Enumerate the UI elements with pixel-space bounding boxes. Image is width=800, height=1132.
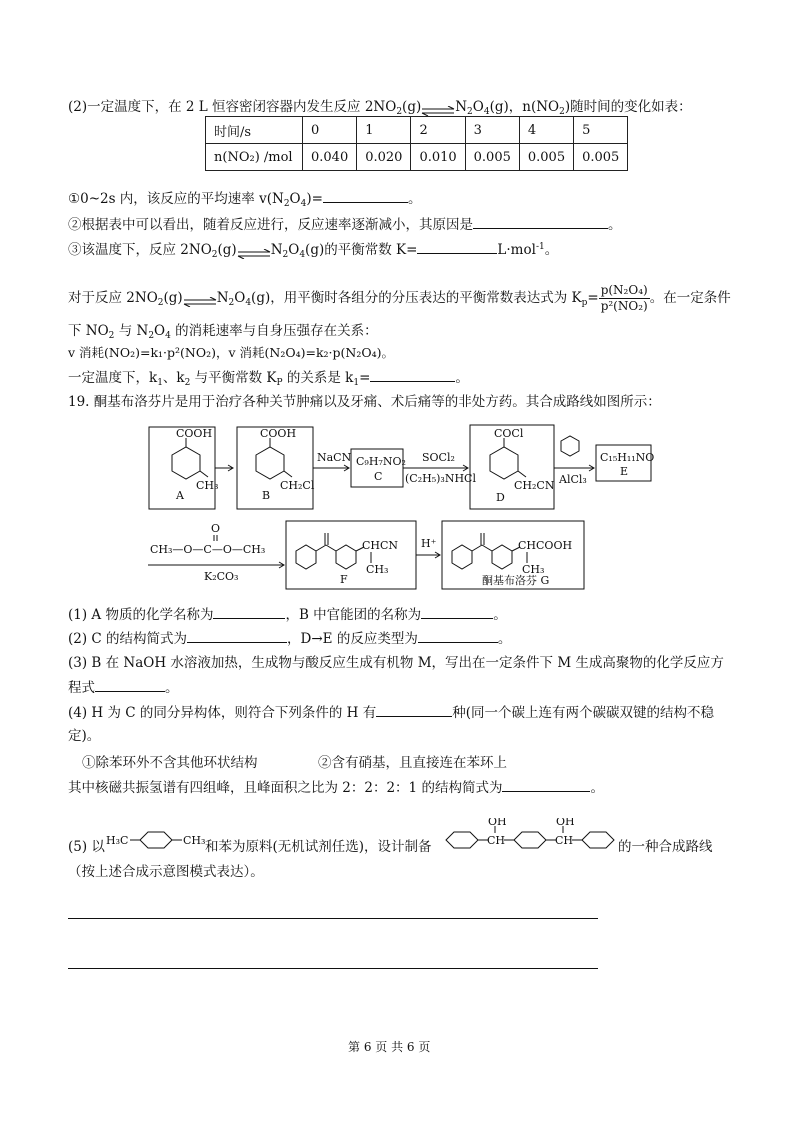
q19-part5-prefix: (5) 以 (68, 839, 105, 855)
text: (g)，n(NO (489, 99, 560, 115)
text: ，D→E 的反应类型为 (287, 631, 418, 647)
reagent-k2co3: K₂CO₃ (204, 570, 239, 583)
f-label: F (340, 573, 348, 586)
reagent-socl2: SOCl₂ (422, 451, 455, 464)
table-cell: 5 (574, 117, 628, 144)
cooh-label: COOH (260, 427, 297, 440)
q18-2-relation: 下 $NO_2$ 与 $N_2O_4$ 的消耗速率与自身压强存在关系： (68, 323, 378, 341)
table-header-cell: 时间/s (206, 117, 303, 144)
answer-blank[interactable] (187, 629, 287, 643)
text: (4) H 为 C 的同分异构体，则符合下列条件的 H 有 (68, 705, 377, 721)
a-label: A (176, 489, 184, 502)
text: 。 (608, 217, 622, 233)
q19-intro: 19. 酮基布洛芬片是用于治疗各种关节肿痛以及牙痛、术后痛等的非处方药。其合成路线如图所示： (68, 394, 661, 410)
q18-2-kp-expression: 对于反应 $2NO_2(g)$ $N_2O_4(g)$，用平衡时各组分的分压表达的平衡常数表达式为 $K_p=$ $\frac{\text{p(N₂O₄)}}{\text{p²(NO₂)}}$ 。在一定条件 (68, 283, 731, 313)
text: 。 (544, 242, 559, 258)
text: (g) (402, 99, 422, 115)
text: 的关系是 k (282, 370, 354, 386)
benzene-ring-icon (172, 447, 200, 479)
q18-2-k-relation: 一定温度下，$k_1$、$k_2$ 与平衡常数 $K_P$ 的关系是 $k_1=$ 。 (68, 370, 469, 388)
answer-blank[interactable] (473, 215, 608, 229)
table-row (206, 144, 628, 171)
c-formula: C₉H₇NO₂ (356, 455, 406, 468)
table-cell: 0 (303, 117, 357, 144)
text: ②根据表中可以看出，随着反应进行，反应速率逐渐减小，其原因是 (68, 217, 473, 233)
text: 。 (455, 370, 469, 386)
reagent-alcl3: AlCl₃ (559, 473, 587, 486)
table-cell: 0.010 (411, 144, 465, 171)
kp-denominator: p²(NO₂) (600, 299, 648, 313)
oh-label: OH (488, 818, 507, 828)
text: 程式 (68, 680, 95, 696)
table-cell: 0.005 (519, 144, 573, 171)
text: 的消耗速率与自身压强存在关系： (170, 323, 378, 339)
text: -1 (535, 242, 545, 252)
oh-label: OH (556, 818, 575, 828)
table-cell: 2 (411, 117, 465, 144)
benzene-ring-icon (256, 447, 284, 479)
q18-2-sub2 (68, 215, 622, 234)
equilibrium-arrow-icon (183, 294, 217, 304)
text: O (234, 290, 246, 306)
benzene-ring-icon (490, 447, 518, 479)
equilibrium-arrow-icon (237, 246, 271, 256)
text: L·mol (497, 242, 536, 258)
ch3-branch: CH₃ (366, 563, 389, 576)
text: O (154, 323, 166, 339)
ch-label: CH (555, 834, 574, 847)
e-label: E (620, 465, 629, 478)
text: (g)的平衡常数 K= (305, 242, 418, 258)
table-cell: 4 (519, 117, 573, 144)
answer-line[interactable] (68, 968, 598, 969)
q19-part4-cont: 定)。 (68, 728, 101, 744)
answer-blank[interactable] (421, 605, 493, 619)
q19-part2 (68, 629, 511, 648)
q19-part4-condition2: ②含有硝基，且直接连在苯环上 (318, 755, 507, 771)
g-side-chain: CHCOOH (518, 539, 573, 552)
text: (2)一定温度下，在 2 L 恒容密闭容器内发生反应 2NO (68, 99, 397, 115)
answer-line[interactable] (68, 918, 598, 919)
ch3-branch: CH₃ (522, 563, 545, 576)
dimethyl-carbonate: CH₃—O—C—O—CH₃ (150, 543, 266, 556)
q18-2-sub1: ①0~2s 内，该反应的平均速率 $v(N_2O_4)=$ 。 (68, 191, 422, 209)
reagent-nacn: NaCN (317, 451, 352, 464)
text: 下 NO (68, 323, 109, 339)
e-formula: C₁₅H₁₁NO (600, 451, 655, 464)
q19-part4-nmr (68, 778, 604, 797)
text: (2) C 的结构简式为 (68, 631, 188, 647)
q19-part4 (68, 703, 714, 722)
box-f (286, 521, 416, 589)
page-footer: 第 6 页 共 6 页 (348, 1040, 431, 1054)
benzene-ring-icon (452, 545, 472, 569)
answer-blank[interactable] (376, 703, 452, 717)
table-cell: 1 (357, 117, 411, 144)
no2-data-table (205, 116, 628, 171)
h3c-label: H₃C (106, 834, 129, 847)
q19-part5-note: （按上述合成示意图模式表达）。 (68, 864, 264, 880)
text: 。 (493, 607, 507, 623)
q19-part5-suffix: 的一种合成路线 (618, 839, 713, 855)
q19-part1 (68, 605, 507, 624)
text: )随时间的变化如表： (564, 99, 692, 115)
text: O (289, 191, 301, 207)
benzene-ring-icon (492, 545, 512, 569)
ch-label: CH (487, 834, 506, 847)
text: 其中核磁共振氢谱有四组峰，且峰面积之比为 2：2：2：1 的结构简式为 (68, 780, 503, 796)
benzene-ring-icon (582, 832, 614, 848)
table-cell: 0.020 (357, 144, 411, 171)
carbonate-o-label: O (211, 522, 221, 535)
q19-part5-middle: 和苯为原料(无机试剂任选)，设计制备 (205, 839, 432, 855)
text: 与 N (114, 323, 149, 339)
benzene-ring-icon (296, 545, 316, 569)
cocl-label: COCl (494, 427, 524, 440)
q18-2-intro: (2)一定温度下，在 2 L 恒容密闭容器内发生反应 $2NO_2(g)$ $N_2O_4(g)$，$n(NO_2)$随时间的变化如表： (68, 99, 692, 117)
ch2cn-label: CH₂CN (514, 479, 555, 492)
answer-blank[interactable] (417, 240, 497, 254)
table-cell: 0.005 (465, 144, 519, 171)
reagent-amine: (C₂H₅)₃NHCl (405, 472, 476, 485)
kp-fraction (599, 283, 650, 314)
text: 一定温度下，k (68, 370, 158, 386)
answer-blank[interactable] (213, 605, 285, 619)
q19-part3-cont (68, 678, 179, 697)
g-label: 酮基布洛芬 G (482, 574, 550, 587)
benzene-ring-icon (446, 832, 478, 848)
text: O (472, 99, 484, 115)
q18-2-rate-law: v 消耗(NO₂)=k₁·p²(NO₂)，v 消耗(N₂O₄)=k₂·p(N₂O₄)。 (68, 345, 394, 360)
text: ①0~2s 内，该反应的平均速率 v(N (68, 191, 284, 207)
answer-blank[interactable] (418, 629, 498, 643)
equilibrium-arrow-icon (421, 103, 455, 113)
b-label: B (262, 489, 271, 502)
q19-part4-condition1: ①除苯环外不含其他环状结构 (82, 755, 258, 771)
text: (g) (163, 290, 183, 306)
f-side-chain: CHCN (362, 539, 399, 552)
text: 对于反应 2NO (68, 290, 158, 306)
cooh-label: COOH (176, 427, 213, 440)
text: 。在一定条件 (649, 290, 731, 306)
table-cell: 0.040 (303, 144, 357, 171)
kp-numerator: p(N₂O₄) (600, 283, 648, 297)
ch3-label: CH₃ (196, 479, 219, 492)
text: (1) A 物质的化学名称为 (68, 607, 214, 623)
answer-blank[interactable] (95, 678, 165, 692)
text: p (581, 298, 588, 308)
text: ，B 中官能团的名称为 (285, 607, 422, 623)
text: = (359, 370, 371, 386)
text: 。 (590, 780, 604, 796)
q18-2-sub3: ③该温度下，反应 $2NO_2(g)$ $N_2O_4(g)$的平衡常数 K= L·mol$^{-1}$。 (68, 242, 559, 260)
text: O (288, 242, 300, 258)
synthesis-scheme (0, 415, 800, 600)
answer-blank[interactable] (370, 368, 455, 382)
benzene-ring-icon (514, 832, 546, 848)
text: 、k (162, 370, 185, 386)
ch3-label: CH₃ (183, 834, 206, 847)
table-cell: 3 (465, 117, 519, 144)
text: 种(同一个碳上连有两个碳碳双键的结构不稳 (452, 705, 715, 721)
answer-blank[interactable] (502, 778, 590, 792)
d-label: D (496, 491, 505, 504)
text: 。 (165, 680, 179, 696)
text: 。 (407, 191, 422, 207)
table-row (206, 117, 628, 144)
table-cell: 0.005 (574, 144, 628, 171)
ch2cl-label: CH₂Cl (280, 479, 315, 492)
benzene-ring-icon (140, 832, 172, 848)
text: N (270, 242, 283, 258)
text: N (216, 290, 229, 306)
text: ③该温度下，反应 2NO (68, 242, 212, 258)
text: 与平衡常数 K (190, 370, 277, 386)
text: N (455, 99, 468, 115)
table-header-cell: n(NO₂) /mol (206, 144, 303, 171)
text: )= (306, 191, 323, 207)
answer-blank[interactable] (323, 189, 408, 203)
text: (g) (217, 242, 237, 258)
benzene-ring-icon (561, 436, 579, 456)
benzene-ring-icon (336, 545, 356, 569)
text: (g)，用平衡时各组分的分压表达的平衡常数表达式为 K (251, 290, 582, 306)
c-label: C (374, 470, 383, 483)
text: 。 (497, 631, 512, 647)
q19-part3: (3) B 在 NaOH 水溶液加热，生成物与酸反应生成有机物 M，写出在一定条件下 M 生成高聚物的化学反应方 (68, 655, 724, 671)
reagent-h: H⁺ (421, 537, 437, 550)
